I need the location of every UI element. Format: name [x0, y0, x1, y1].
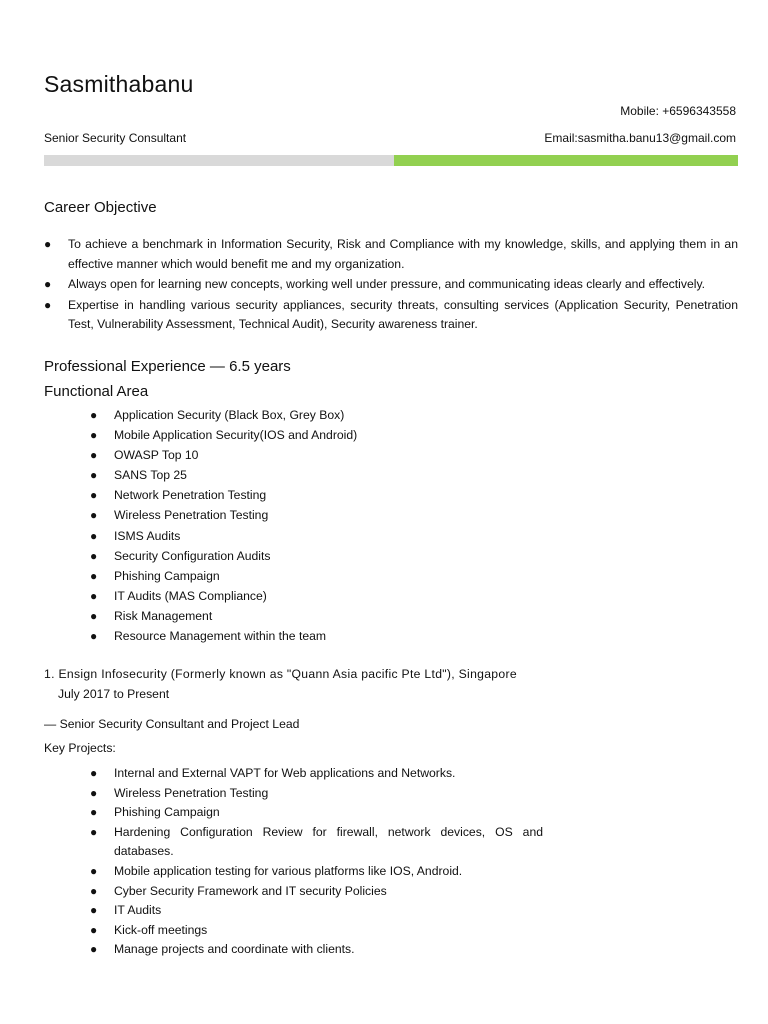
bullet-icon: ●: [44, 237, 52, 251]
bullet-icon: ●: [90, 883, 98, 898]
list-item: ● Application Security (Black Box, Grey Box): [90, 405, 550, 425]
list-item: ● Cyber Security Framework and IT security Policies: [90, 882, 543, 902]
list-item: ● Mobile Application Security(IOS and Android): [90, 425, 550, 445]
bullet-icon: ●: [90, 824, 98, 839]
header-divider-grey: [44, 155, 394, 166]
list-item: ● Resource Management within the team: [90, 626, 550, 646]
list-item: ● Wireless Penetration Testing: [90, 784, 543, 804]
list-item: ● Mobile application testing for various platforms like IOS, Android.: [90, 862, 543, 882]
bullet-icon: ●: [44, 297, 52, 312]
email-address: Email:sasmitha.banu13@gmail.com: [544, 131, 736, 145]
list-item: ● IT Audits (MAS Compliance): [90, 586, 550, 606]
career-objective-heading: Career Objective: [44, 199, 157, 216]
bullet-icon: ●: [90, 805, 98, 820]
list-item: ● Always open for learning new concepts, working well under pressure, and communicating ideas clearly and effectively.: [44, 275, 738, 295]
bullet-icon: ●: [90, 488, 98, 503]
candidate-role: Senior Security Consultant: [44, 131, 187, 145]
list-item: ● Phishing Campaign: [90, 803, 543, 823]
professional-experience-heading: Professional Experience — 6.5 years: [44, 358, 291, 375]
bullet-icon: ●: [90, 863, 98, 878]
list-item: ● Security Configuration Audits: [90, 546, 550, 566]
functional-area-list: [90, 405, 550, 646]
functional-area-heading: Functional Area: [44, 383, 149, 400]
bullet-icon: ●: [44, 277, 52, 291]
header-divider-green: [394, 155, 738, 166]
bullet-icon: ●: [90, 588, 98, 603]
bullet-icon: ●: [90, 922, 98, 937]
list-item: ● Kick-off meetings: [90, 921, 543, 941]
job-title: — Senior Security Consultant and Project Lead: [44, 717, 300, 731]
bullet-icon: ●: [90, 629, 98, 644]
list-item: ● ISMS Audits: [90, 526, 550, 546]
key-projects-label: Key Projects:: [44, 741, 116, 755]
list-item: ● Manage projects and coordinate with clients.: [90, 940, 543, 960]
mobile-number: Mobile: +6596343558: [620, 104, 736, 118]
candidate-name: Sasmithabanu: [44, 71, 194, 97]
bullet-icon: ●: [90, 428, 98, 443]
bullet-icon: ●: [90, 942, 98, 957]
bullet-icon: ●: [90, 408, 98, 422]
company-line: 1. Ensign Infosecurity (Formerly known as "Quann Asia pacific Pte Ltd"), Singapore: [44, 667, 517, 681]
job-period: July 2017 to Present: [58, 687, 170, 701]
list-item: ● IT Audits: [90, 901, 543, 921]
list-item: ● Internal and External VAPT for Web applications and Networks.: [90, 764, 543, 784]
list-item: ● SANS Top 25: [90, 465, 550, 485]
list-item: ● Risk Management: [90, 606, 550, 626]
bullet-icon: ●: [90, 548, 98, 563]
list-item: ● Network Penetration Testing: [90, 485, 550, 505]
list-item: ● Hardening Configuration Review for firewall, network devices, OS and databases.: [90, 824, 543, 859]
list-item: ● Wireless Penetration Testing: [90, 505, 550, 525]
bullet-icon: ●: [90, 766, 98, 780]
list-item: ● OWASP Top 10: [90, 445, 550, 465]
bullet-icon: ●: [90, 785, 98, 800]
list-item: ● To achieve a benchmark in Information Security, Risk and Compliance with my knowledge, skills, and applying them in an effective manner which would benefit me and my organization.: [44, 237, 738, 271]
bullet-icon: ●: [90, 903, 98, 918]
list-item: ● Phishing Campaign: [90, 566, 550, 586]
bullet-icon: ●: [90, 468, 98, 483]
bullet-icon: ●: [90, 568, 98, 583]
list-item: ● Expertise in handling various security appliances, security threats, consulting services (Application Security, Penetration Test, Vulnerability Assessment, Technical Audit), Security awareness trainer.: [44, 297, 738, 331]
bullet-icon: ●: [90, 608, 98, 623]
career-objective-list: [44, 235, 738, 336]
bullet-icon: ●: [90, 448, 98, 463]
bullet-icon: ●: [90, 528, 98, 543]
key-projects-list: [90, 764, 543, 960]
bullet-icon: ●: [90, 508, 98, 523]
